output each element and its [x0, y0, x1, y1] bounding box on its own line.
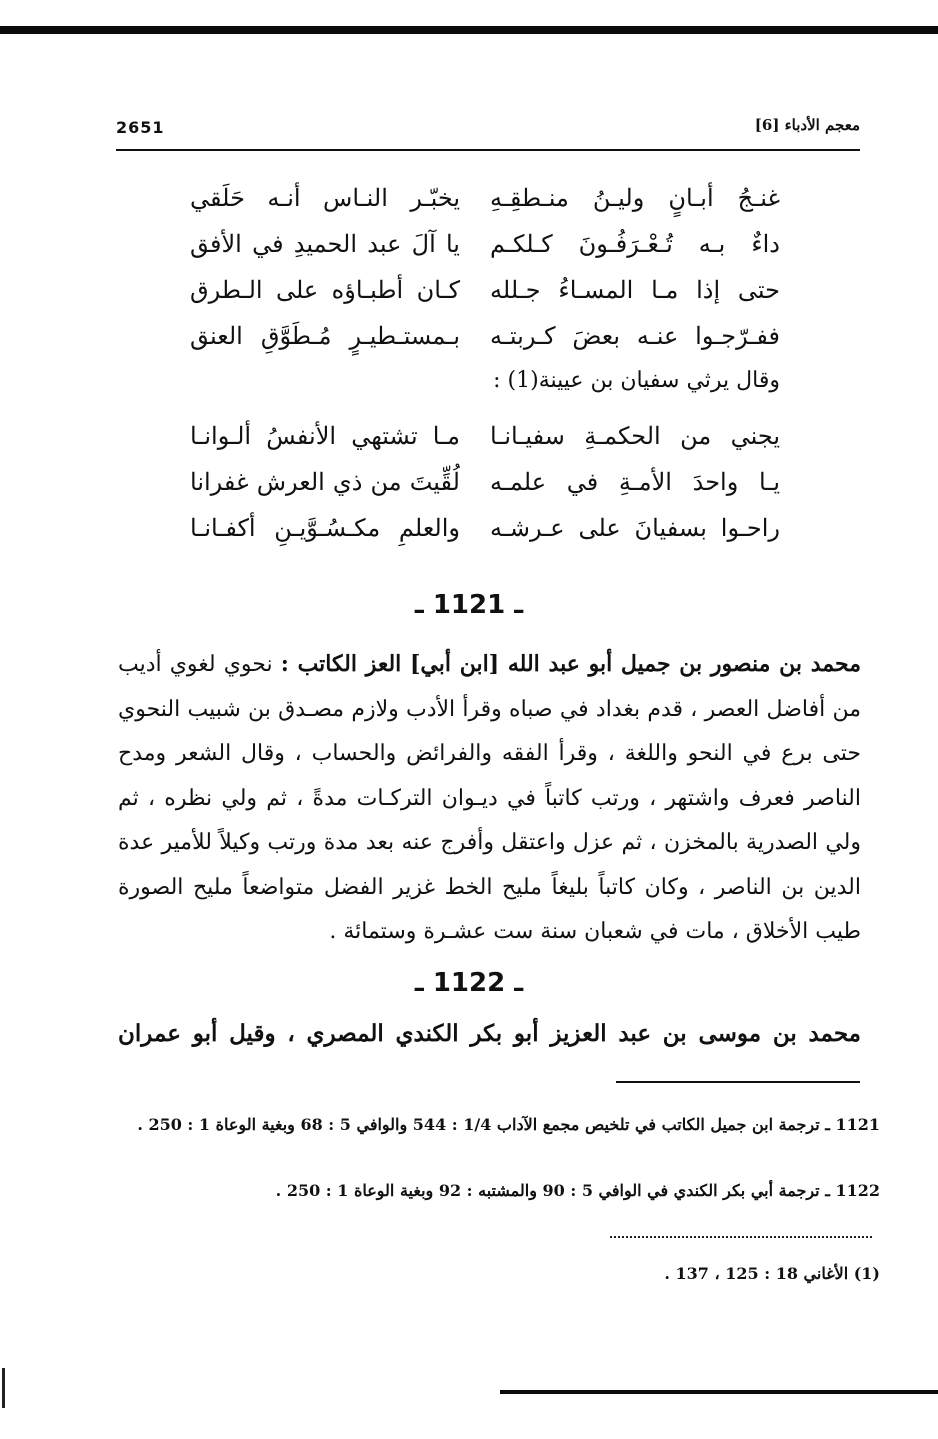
verse-first-hemistich: يجني من الحكمـةِ سفيـانـا: [490, 422, 780, 450]
entry-number-1121: ـ 1121 ـ: [414, 590, 524, 620]
verse-first-hemistich: ففـرّجـوا عنـه بعضَ كـربتـه: [490, 322, 780, 350]
verse-second-hemistich: كـان أطبـاؤه على الـطرق: [190, 276, 460, 304]
verse-second-hemistich: مـا تشتهي الأنفسُ ألـوانـا: [190, 422, 460, 450]
verse-line: [190, 178, 780, 224]
verse-second-hemistich: يخبّـر النـاس أنـه حَلَقي: [190, 184, 460, 212]
footnote-rule: [616, 1081, 860, 1083]
verse-second-hemistich: بـمستـطيـرٍ مُـطَوَّقِ العنق: [190, 322, 460, 350]
footnote-note-1: (1) الأغاني 18 : 125 ، 137 .: [664, 1264, 880, 1283]
page-header: [116, 112, 860, 146]
page-number: 2651: [116, 118, 165, 137]
running-title: معجم الأدباء [6]: [754, 116, 860, 134]
footnote-dotted-rule: [610, 1236, 872, 1238]
entry-1121-text: نحوي لغوي أديب من أفاضل العصر ، قدم بغداد في صباه وقرأ الأدب ولازم مصـدق بن شبيب النحوي حتى برع في النحو واللغة ، وقرأ الفقه والفرائض والحساب ، وقال الشعر ومدح الناصر فعرف واشتهر ، ورتب كاتباً في ديـوان التركـات مدةً ، ثم ولي نظره ، ثم ولي الصدرية بالمخزن ، ثم عزل واعتقل وأفرج عنه بعد مدة ورتب وكيلاً للأمير عدة الدين بن الناصر ، وكان كاتباً بليغاً مليح الخط غزير الفضل متواضعاً مليح الصورة طيب الأخلاق ، مات في شعبان سنة ست عشـرة وستمائة .: [118, 652, 861, 944]
verse-second-hemistich: لُقِّيتَ من ذي العرش غفرانا: [190, 468, 460, 496]
verse-first-hemistich: غنـجُ أبـانٍ وليـنُ منـطقِـهِ: [490, 184, 780, 212]
verse-first-hemistich: داءٌ بـه تُـعْـرَفُـونَ كـلكـم: [490, 230, 780, 258]
header-rule: [116, 149, 860, 151]
verse-line: [190, 462, 780, 508]
poem-intro-line: وقال يرثي سفيان بن عيينة(1) :: [493, 368, 780, 393]
verse-line: [190, 416, 780, 462]
verse-first-hemistich: راحـوا بسفيانَ على عـرشـه: [490, 514, 780, 542]
verse-line: [190, 316, 780, 362]
entry-number-1122: ـ 1122 ـ: [414, 968, 524, 998]
verse-line: [190, 508, 780, 554]
footnote-1121: 1121 ـ ترجمة ابن جميل الكاتب في تلخيص مجمع الآداب 1/4 : 544 والوافي 5 : 68 وبغية الوعاة 1 : 250 .: [137, 1115, 880, 1134]
verse-line: [190, 270, 780, 316]
scan-border-top: [0, 26, 938, 34]
verse-second-hemistich: والعلمِ مكـسُـوَّيـنِ أكفـانـا: [190, 514, 460, 542]
entry-1121-name: محمد بن منصور بن جميل أبو عبد الله [ابن أبي] العز الكاتب :: [280, 651, 862, 677]
scan-border-bottom: [500, 1390, 938, 1394]
poem-second: [190, 416, 780, 554]
scan-edge-left: [2, 1368, 5, 1408]
entry-1121-body: [118, 642, 861, 955]
poem-first: [190, 178, 780, 362]
verse-second-hemistich: يا آلَ عبد الحميدِ في الأفق: [190, 230, 460, 258]
verse-first-hemistich: حتى إذا مـا المسـاءُ جـلله: [490, 276, 780, 304]
verse-line: [190, 224, 780, 270]
footnote-1122: 1122 ـ ترجمة أبي بكر الكندي في الوافي 5 : 90 والمشتبه : 92 وبغية الوعاة 1 : 250 .: [275, 1181, 880, 1200]
verse-first-hemistich: يـا واحدَ الأمـةِ في علمـه: [490, 468, 780, 496]
entry-1122-name: محمد بن موسى بن عبد العزيز أبو بكر الكندي المصري ، وقيل أبو عمران: [118, 1020, 861, 1047]
